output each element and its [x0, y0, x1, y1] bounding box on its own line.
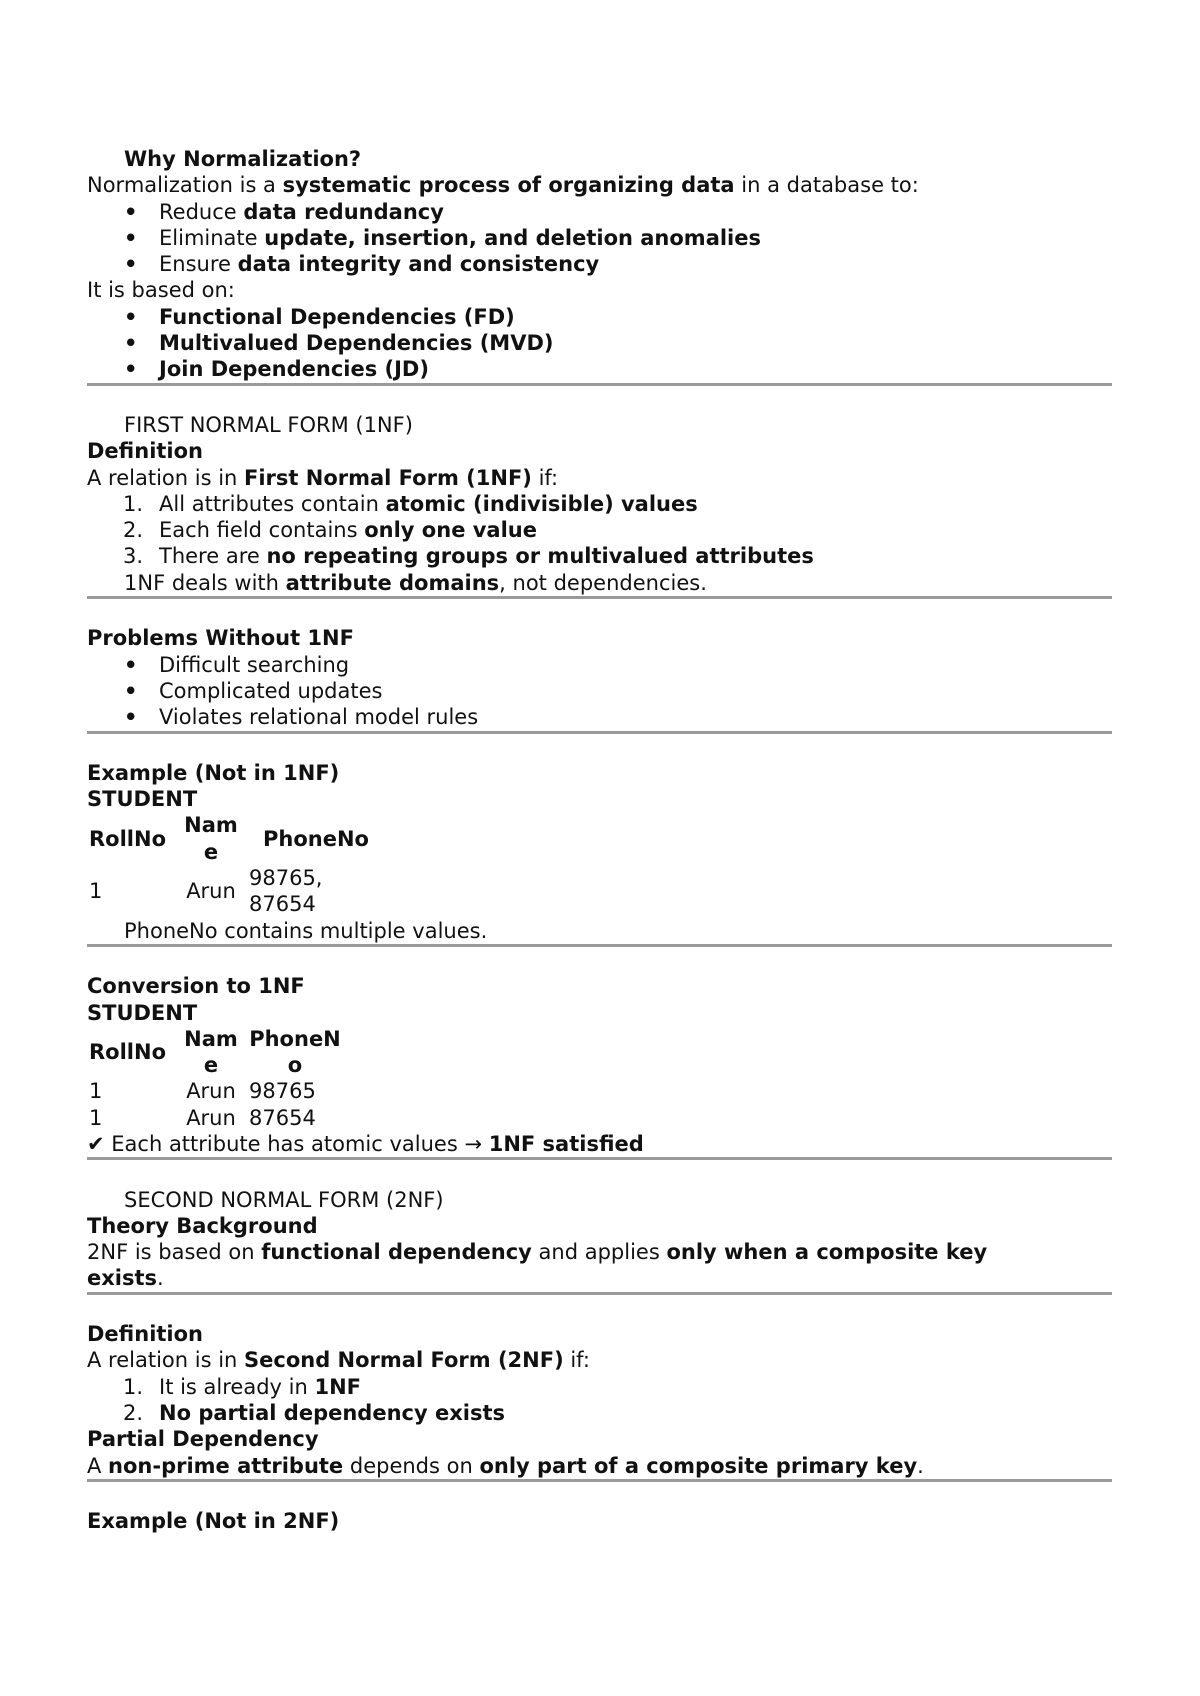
header-cell: RollNo — [89, 826, 166, 851]
header-cell: PhoneNo — [263, 826, 369, 851]
header-cell: PhoneN o — [249, 1026, 341, 1078]
student-table — [89, 812, 413, 917]
list-item: 1. It is already in 1NF — [123, 1374, 362, 1399]
bullet-icon: • — [124, 225, 138, 250]
bullet-icon: • — [124, 252, 138, 277]
subheading: Definition — [87, 439, 204, 464]
header-cell: Nam e — [184, 813, 238, 864]
list-item: 1. All attributes contain atomic (indivisible) values — [123, 491, 698, 516]
bullet-icon: • — [124, 199, 138, 224]
document-page — [87, 146, 1112, 1534]
table-caption: STUDENT — [87, 787, 198, 812]
table-cell: Arun — [186, 879, 236, 904]
list-item: • Join Dependencies (JD) — [124, 357, 429, 382]
table-row — [89, 865, 413, 918]
paragraph: Normalization is a systematic process of organizing data in a database to: — [87, 173, 919, 198]
note: PhoneNo contains multiple values. — [124, 918, 488, 943]
list-item: 2. No partial dependency exists — [123, 1400, 505, 1425]
bullet-icon: • — [124, 705, 138, 730]
subheading: Example (Not in 1NF) — [87, 760, 340, 785]
subheading: Partial Dependency — [87, 1427, 319, 1452]
table-cell: 98765, 87654 — [249, 866, 323, 917]
subheading: Theory Background — [87, 1213, 318, 1238]
table-header-row — [89, 812, 413, 865]
subheading: Example (Not in 2NF) — [87, 1509, 340, 1534]
paragraph: It is based on: — [87, 278, 235, 303]
student-table-1nf — [89, 1026, 345, 1131]
table-cell: 1 — [89, 1105, 103, 1130]
section-title: FIRST NORMAL FORM (1NF) — [124, 412, 413, 437]
table-caption: STUDENT — [87, 1000, 198, 1025]
bullet-icon: • — [124, 304, 138, 329]
table-cell: 1 — [89, 879, 103, 904]
section-title: Why Normalization? — [124, 147, 362, 171]
table-header-row — [89, 1026, 345, 1079]
list-item: 2. Each field contains only one value — [123, 518, 537, 543]
bullet-icon: • — [124, 652, 138, 677]
header-cell: RollNo — [89, 1039, 166, 1064]
bullet-icon: • — [124, 331, 138, 356]
subheading: Definition — [87, 1322, 204, 1347]
table-cell: Arun — [186, 1079, 236, 1104]
list-item: • Violates relational model rules — [124, 705, 479, 730]
note: ✔ Each attribute has atomic values → 1NF satisfied — [87, 1131, 644, 1156]
paragraph: exists. — [87, 1266, 164, 1291]
table-cell: 87654 — [249, 1105, 316, 1130]
paragraph: 2NF is based on functional dependency and applies only when a composite key — [87, 1240, 988, 1265]
table-cell: Arun — [186, 1105, 236, 1130]
paragraph: A relation is in Second Normal Form (2NF) if: — [87, 1348, 590, 1373]
list-item: • Eliminate update, insertion, and deletion anomalies — [124, 225, 762, 250]
list-item: • Complicated updates — [124, 678, 383, 703]
table-cell: 1 — [89, 1079, 103, 1104]
bullet-icon: • — [124, 678, 138, 703]
subheading: Conversion to 1NF — [87, 974, 305, 999]
list-item: • Difficult searching — [124, 652, 350, 677]
bullet-icon: • — [124, 357, 138, 382]
header-cell: Nam e — [184, 1026, 238, 1078]
list-item: • Functional Dependencies (FD) — [124, 304, 515, 329]
list-item: • Reduce data redundancy — [124, 199, 444, 224]
table-row — [89, 1078, 345, 1104]
paragraph: A non-prime attribute depends on only part of a composite primary key. — [87, 1453, 924, 1478]
note: 1NF deals with attribute domains, not dependencies. — [124, 570, 707, 595]
table-row — [89, 1105, 345, 1131]
list-item: • Multivalued Dependencies (MVD) — [124, 331, 554, 356]
list-item: • Ensure data integrity and consistency — [124, 252, 600, 277]
section-title: SECOND NORMAL FORM (2NF) — [124, 1187, 444, 1212]
subheading: Problems Without 1NF — [87, 626, 354, 651]
table-cell: 98765 — [249, 1079, 316, 1104]
list-item: 3. There are no repeating groups or multivalued attributes — [123, 544, 814, 569]
paragraph: A relation is in First Normal Form (1NF) if: — [87, 465, 559, 490]
